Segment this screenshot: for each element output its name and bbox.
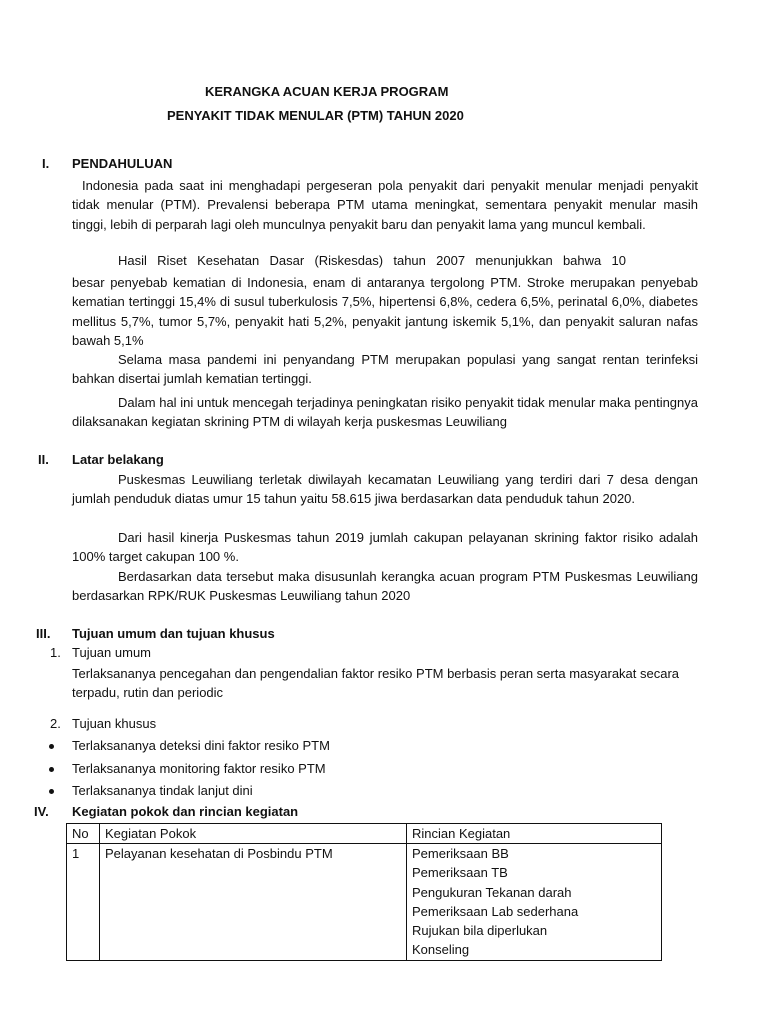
doc-title-line1: KERANGKA ACUAN KERJA PROGRAM (205, 84, 449, 99)
rincian-item: Pemeriksaan Lab sederhana (412, 903, 579, 919)
rincian-item: Rujukan bila diperlukan (412, 923, 548, 939)
section-1-title: PENDAHULUAN (72, 156, 173, 171)
section-1-paragraph-2: besar penyebab kematian di Indonesia, enam di antaranya tergolong PTM. Stroke merupakan penyebab kematian tertinggi 15,4% di susul tuberkulosis 7,5%, hipertensi 6,8%, cedera 6,5%, perinatal 6,0%, diabetes mellitus 5,7%, tumor 5,7%, penyakit hati 5,2%, penyakit jantung iskemik 5,1%, dan penyakit saluran nafas bawah 5,1% (72, 275, 698, 348)
tujuan-umum-label: Tujuan umum (72, 645, 151, 660)
section-1-paragraph-2-first-line: Hasil Riset Kesehatan Dasar (Riskesdas) tahun 2007 menunjukkan bahwa 10 (118, 253, 626, 268)
section-1-paragraph-3: Selama masa pandemi ini penyandang PTM merupakan populasi yang sangat rentan terinfeksi bahkan disertai jumlah kematian tertinggi. (72, 352, 698, 387)
section-1-paragraph-4: Dalam hal ini untuk mencegah terjadinya peningkatan risiko penyakit tidak menular maka pentingnya dilaksanakan kegiatan skrining PTM di wilayah kerja puskesmas Leuwiliang (72, 395, 698, 430)
section-2-number: II. (38, 452, 49, 467)
section-2-paragraph-2: Dari hasil kinerja Puskesmas tahun 2019 jumlah cakupan pelayanan skrining faktor risiko adalah 100% target cakupan 100 %. (72, 530, 698, 565)
table-row (67, 844, 662, 961)
bullet-item: Terlaksananya tindak lanjut dini (72, 783, 253, 798)
section-3-number: III. (36, 626, 51, 641)
kegiatan-table (66, 823, 662, 961)
row-no: 1 (67, 844, 100, 961)
header-rincian-kegiatan: Rincian Kegiatan (407, 824, 662, 844)
row-kegiatan-pokok: Pelayanan kesehatan di Posbindu PTM (100, 844, 407, 961)
section-4-title: Kegiatan pokok dan rincian kegiatan (72, 804, 299, 819)
section-2-paragraph-1: Puskesmas Leuwiliang terletak diwilayah kecamatan Leuwiliang yang terdiri dari 7 desa dengan jumlah penduduk diatas umur 15 tahun yaitu 58.615 jiwa berdasarkan data penduduk tahun 2020. (72, 472, 698, 507)
bullet-dot (49, 767, 54, 772)
tujuan-khusus-number: 2. (50, 716, 61, 731)
bullet-item: Terlaksananya monitoring faktor resiko PTM (72, 761, 326, 776)
section-2-paragraph-3: Berdasarkan data tersebut maka disusunlah kerangka acuan program PTM Puskesmas Leuwiliang berdasarkan RPK/RUK Puskesmas Leuwiliang tahun 2020 (72, 569, 698, 604)
section-4-number: IV. (34, 804, 49, 819)
tujuan-umum-number: 1. (50, 645, 61, 660)
doc-title-line2: PENYAKIT TIDAK MENULAR (PTM) TAHUN 2020 (167, 108, 464, 123)
section-2-title: Latar belakang (72, 452, 164, 467)
row-rincian-kegiatan (407, 844, 662, 961)
bullet-dot (49, 744, 54, 749)
rincian-item: Pemeriksaan BB (412, 846, 509, 861)
bullet-dot (49, 789, 54, 794)
section-1-number: I. (42, 156, 50, 171)
header-no: No (67, 824, 100, 844)
rincian-item: Pemeriksaan TB (412, 865, 508, 881)
tujuan-umum-text: Terlaksananya pencegahan dan pengendalian faktor resiko PTM berbasis peran serta masyarakat secara terpadu, rutin dan periodic (72, 666, 680, 701)
table-header-row (67, 824, 662, 844)
tujuan-khusus-label: Tujuan khusus (72, 716, 157, 731)
rincian-item: Pengukuran Tekanan darah (412, 884, 572, 900)
section-1-paragraph-1: Indonesia pada saat ini menghadapi pergeseran pola penyakit dari penyakit menular menjadi penyakit tidak menular (PTM). Prevalensi beberapa PTM utama meningkat, sementara penyakit menular masih tinggi, lebih di perparah lagi oleh munculnya penyakit baru dan penyakit lama yang muncul kembali. (72, 178, 698, 232)
header-kegiatan-pokok: Kegiatan Pokok (100, 824, 407, 844)
bullet-item: Terlaksananya deteksi dini faktor resiko PTM (72, 738, 330, 753)
rincian-item: Konseling (412, 942, 470, 958)
section-3-title: Tujuan umum dan tujuan khusus (72, 626, 275, 641)
